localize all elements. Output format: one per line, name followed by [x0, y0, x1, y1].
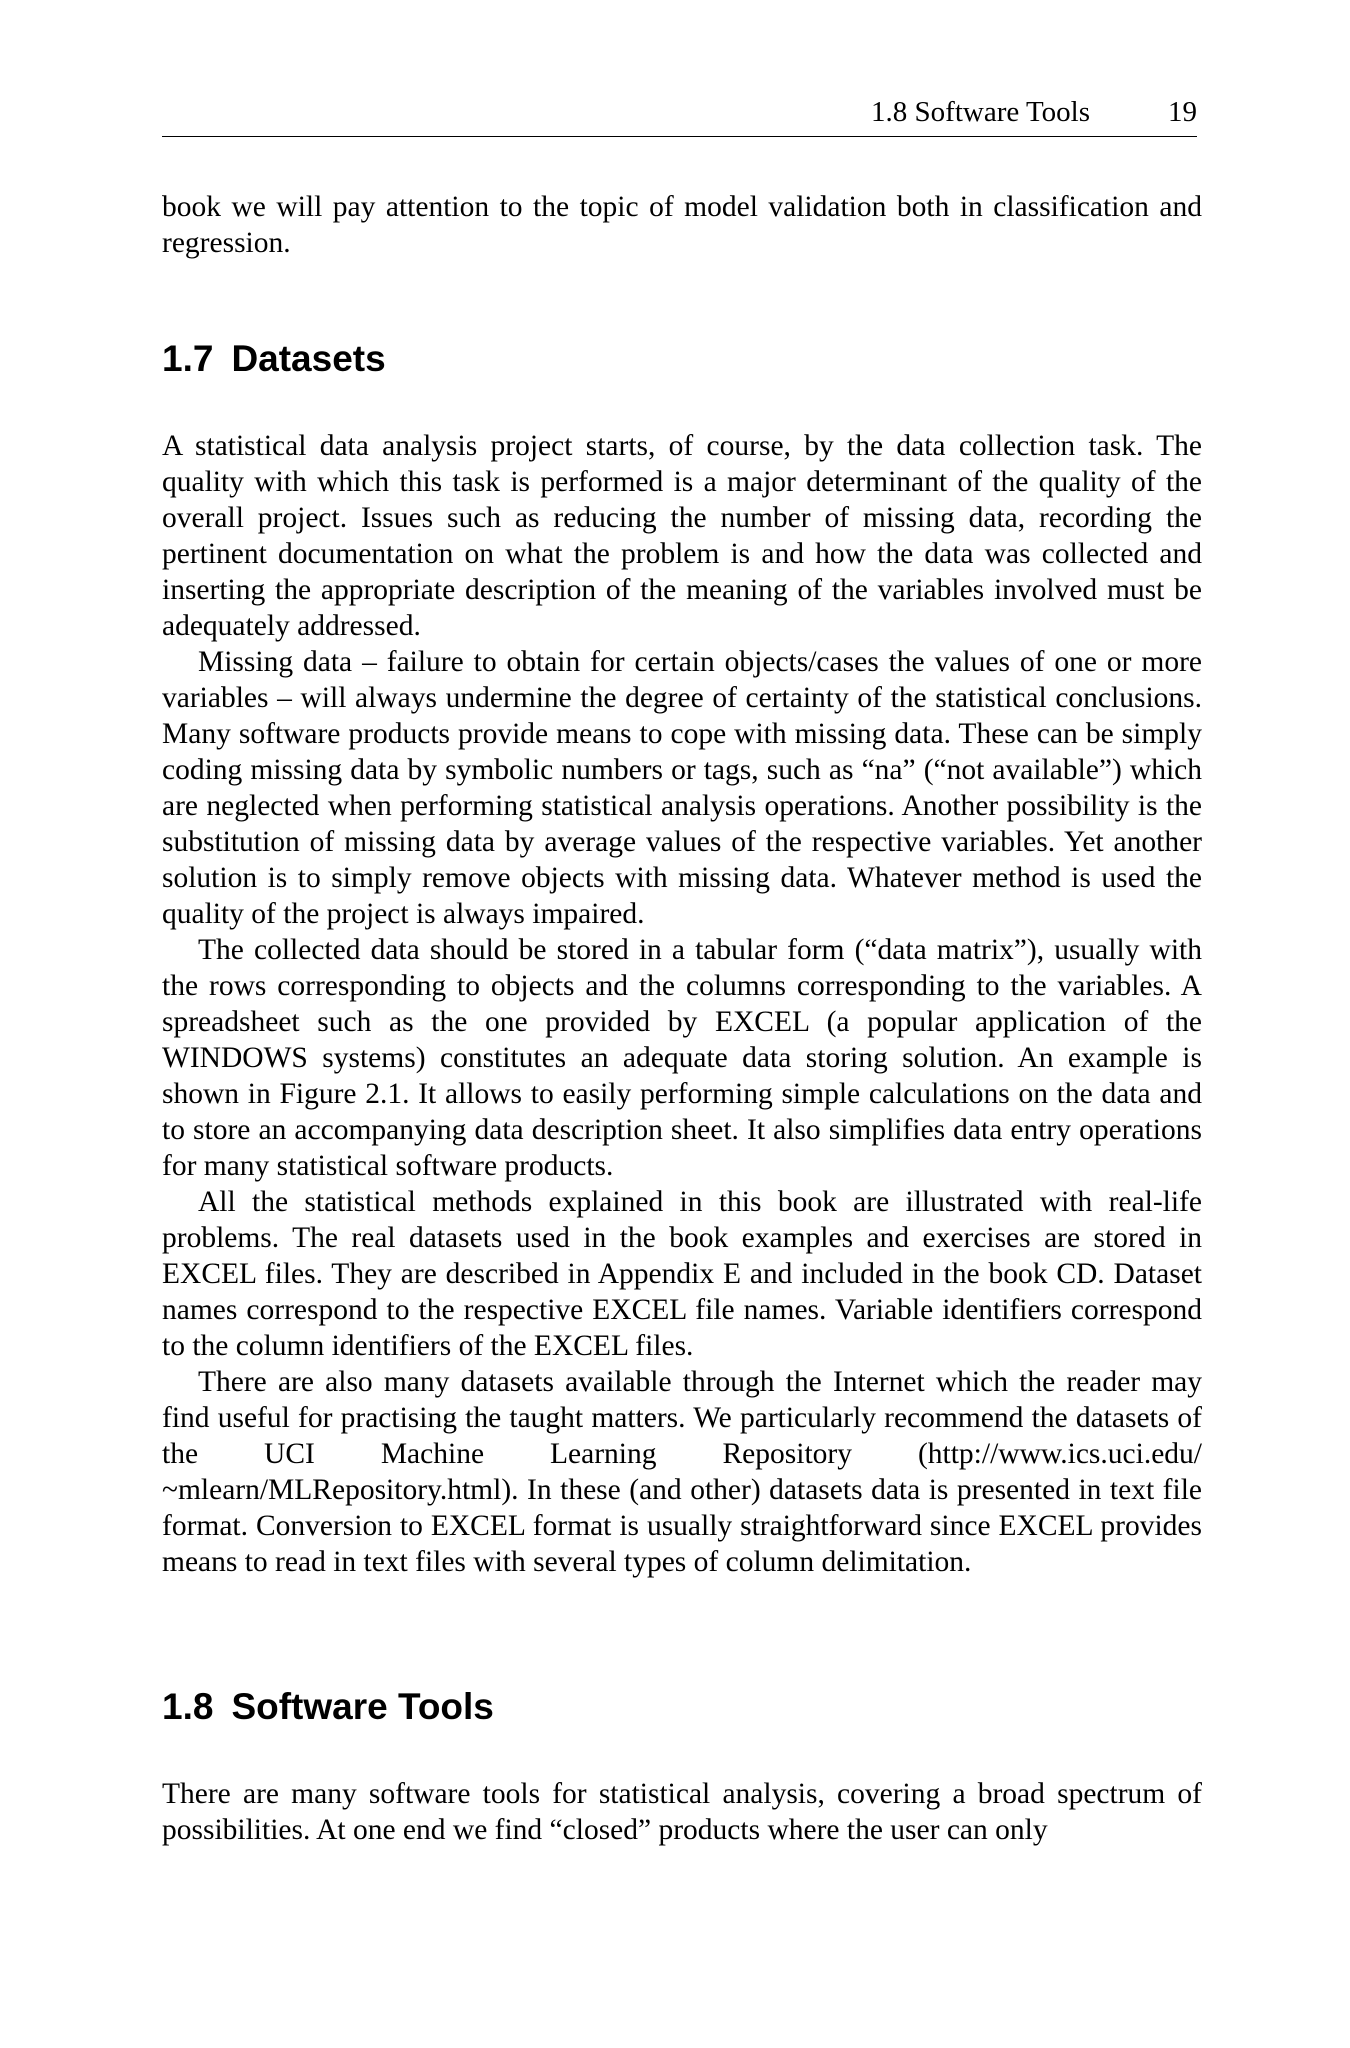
paragraph: There are also many datasets available through the Internet which the reader may find useful for practising the taught matters. We particularly recommend the datasets of the UCI Machine Learning Repository (http://www.ics.uci.edu/ ~mlearn/MLRepository.html). In these (and other) datasets data is presented in text file format. Conversion to EXCEL format is usually straightforward since EXCEL provides means to read in text files with several types of column delimitation.: [162, 1366, 1202, 1578]
section-body-datasets: [162, 428, 1202, 1580]
paragraph: There are many software tools for statistical analysis, covering a broad spectrum of possibilities. At one end we find “closed” products where the user can only: [162, 1778, 1202, 1846]
page-number: 19: [1168, 96, 1197, 128]
section-heading-software-tools: [162, 1686, 494, 1728]
section-body-software-tools: [162, 1776, 1202, 1848]
paragraph: A statistical data analysis project starts, of course, by the data collection task. The quality with which this task is performed is a major determinant of the quality of the overall project. Issues such as reducing the number of missing data, recording the pertinent documentation on what the problem is and how the data was collected and inserting the appropriate description of the meaning of the variables involved must be adequately addressed.: [162, 430, 1202, 642]
section-heading-datasets: [162, 338, 386, 380]
intro-paragraph: book we will pay attention to the topic of model validation both in classification and regression.: [162, 191, 1202, 259]
section-title: Datasets: [231, 338, 386, 379]
section-number: 1.8: [162, 1686, 214, 1727]
section-number: 1.7: [162, 338, 214, 379]
section-title: Software Tools: [231, 1686, 494, 1727]
running-head-title: 1.8 Software Tools: [871, 96, 1090, 128]
paragraph: All the statistical methods explained in this book are illustrated with real-life problems. The real datasets used in the book examples and exercises are stored in EXCEL files. They are described in Appendix E and included in the book CD. Dataset names correspond to the respective EXCEL file names. Variable identifiers correspond to the column identifiers of the EXCEL files.: [162, 1186, 1202, 1362]
paragraph: The collected data should be stored in a tabular form (“data matrix”), usually with the rows corresponding to objects and the columns corresponding to the variables. A spreadsheet such as the one provided by EXCEL (a popular application of the WINDOWS systems) constitutes an adequate data storing solution. An example is shown in Figure 2.1. It allows to easily performing simple calculations on the data and to store an accompanying data description sheet. It also simplifies data entry operations for many statistical software products.: [162, 934, 1202, 1182]
paragraph: Missing data – failure to obtain for certain objects/cases the values of one or more variables – will always undermine the degree of certainty of the statistical conclusions. Many software products provide means to cope with missing data. These can be simply coding missing data by symbolic numbers or tags, such as “na” (“not available”) which are neglected when performing statistical analysis operations. Another possibility is the substitution of missing data by average values of the respective variables. Yet another solution is to simply remove objects with missing data. Whatever method is used the quality of the project is always impaired.: [162, 646, 1202, 930]
running-head: [162, 96, 1197, 137]
